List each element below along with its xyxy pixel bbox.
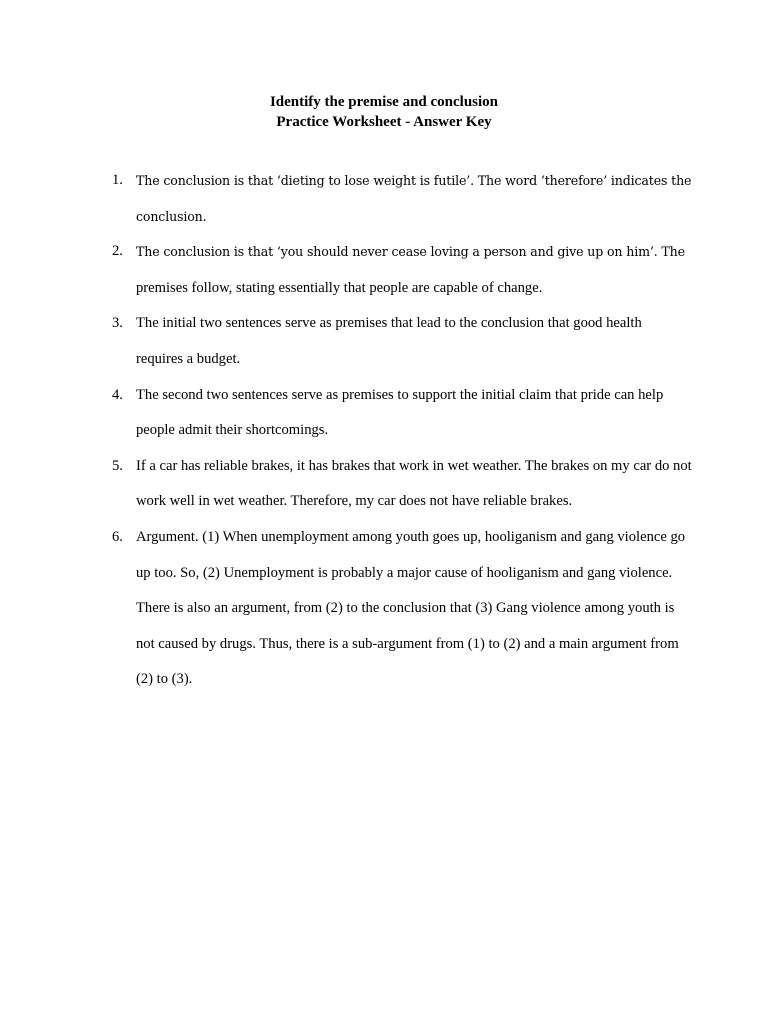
answer-text: Argument. (1) When unemployment among youth goes up, hooliganism and gang violence go up too. So, (2) Unemployment is probably a major cause of hooliganism and gang violence. There is also an argument, from (2) to the conclusion that (3) Gang violence among youth is not caused by drugs. Thus, there is a sub-argument from (1) to (2) and a main argument from (2) to (3). <box>136 528 686 688</box>
answer-item-3 <box>112 306 692 377</box>
worksheet-title: Identify the premise and conclusion <box>269 94 499 110</box>
answer-text-line: premises follow, stating essentially that people are capable of change. <box>136 279 543 296</box>
answer-item-5 <box>112 449 692 520</box>
answer-list <box>112 163 692 698</box>
answer-text: The initial two sentences serve as premises that lead to the conclusion that good health requires a budget. <box>136 315 642 367</box>
answer-item-6 <box>112 520 692 698</box>
answer-number: 2. <box>112 243 123 260</box>
answer-number: 3. <box>112 315 123 332</box>
answer-number: 5. <box>112 457 123 474</box>
answer-item-4 <box>112 378 692 449</box>
title-block <box>0 92 768 132</box>
answer-number: 4. <box>112 386 123 403</box>
answer-item-1 <box>112 163 692 234</box>
answer-text-line: The conclusion is that ‘you should never cease loving a person and give up on him’. The <box>136 244 685 260</box>
worksheet-subtitle: Practice Worksheet - Answer Key <box>276 114 492 130</box>
answer-number: 1. <box>112 172 123 188</box>
answer-text: The conclusion is that ‘dieting to lose weight is futile’. The word ‘therefore’ indicates the conclusion. <box>136 173 692 224</box>
answer-text: The second two sentences serve as premises to support the initial claim that pride can help people admit their shortcomings. <box>136 386 664 439</box>
answer-number: 6. <box>112 528 123 545</box>
answer-text: If a car has reliable brakes, it has brakes that work in wet weather. The brakes on my car do not work well in wet weather. Therefore, my car does not have reliable brakes. <box>136 457 692 510</box>
answer-text <box>136 234 692 306</box>
answer-item-2 <box>112 234 692 306</box>
